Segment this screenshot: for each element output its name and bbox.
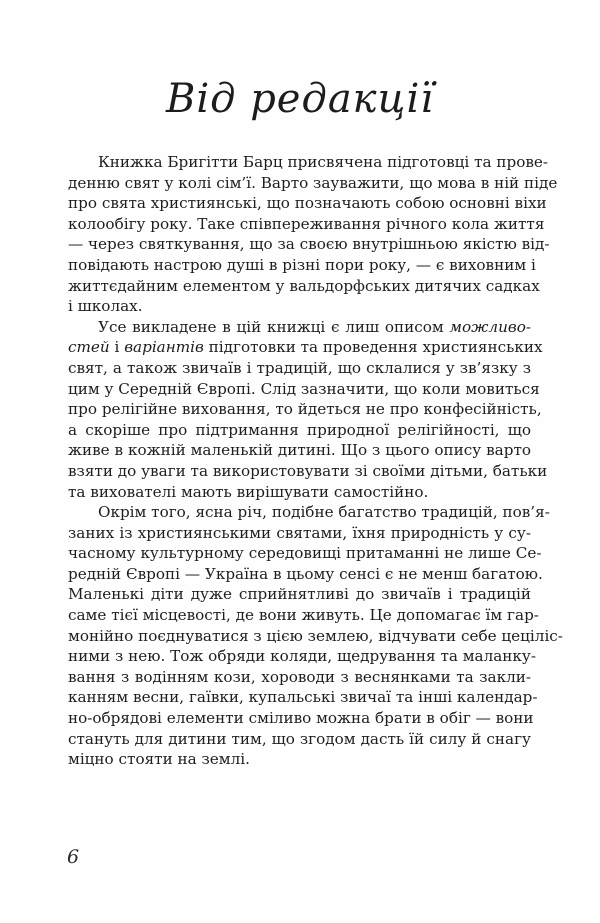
text-line: цим у Середній Європі. Слід зазначити, що коли мовиться bbox=[68, 379, 540, 398]
paragraph-3 bbox=[68, 502, 563, 770]
text-line: заних із християнськими святами, їхня природність у су- bbox=[68, 523, 531, 542]
text-line: денню свят у колі сім’ї. Варто зауважити, що мова в ній піде bbox=[68, 173, 558, 192]
text-line: стануть для дитини тим, що згодом дасть їй силу й снагу bbox=[68, 729, 531, 748]
text-line: а скоріше про підтримання природної релігійності, що bbox=[68, 420, 531, 439]
text-line: колообігу року. Таке співпереживання річного кола життя bbox=[68, 214, 545, 233]
text-line: про свята християнські, що позначають собою основні віхи bbox=[68, 194, 547, 213]
text-line: та вихователі мають вирішувати самостійно. bbox=[68, 482, 429, 501]
text-line: про релігійне виховання, то йдеться не про конфесійність, bbox=[68, 400, 542, 419]
text-line: вання з водінням кози, хороводи з веснянками та закли- bbox=[68, 667, 531, 686]
italic-text: стей bbox=[68, 338, 110, 357]
text-run: Усе викладене в цій книжці є лиш описом bbox=[98, 317, 450, 336]
text-line: — через святкування, що за своєю внутрішньою якістю від- bbox=[68, 235, 550, 254]
text-line: і школах. bbox=[68, 297, 143, 316]
text-line: Маленькі діти дуже сприйнятливі до звичаїв і традицій bbox=[68, 585, 531, 604]
text-line: часному культурному середовищі притаманні не лише Се- bbox=[68, 544, 542, 563]
page-number: 6 bbox=[67, 846, 80, 868]
text-line: ними з нею. Тож обряди коляди, щедрування та маланку- bbox=[68, 647, 536, 666]
text-line bbox=[68, 317, 531, 338]
text-line: свят, а також звичаїв і традицій, що склалися у зв’язку з bbox=[68, 358, 531, 377]
text-line: Окрім того, ясна річ, подібне багатство традицій, пов’я- bbox=[98, 503, 550, 522]
text-line: но-обрядові елементи сміливо можна брати в обіг — вони bbox=[68, 709, 534, 728]
text-line: Книжка Бригітти Барц присвячена підготовці та прове- bbox=[98, 153, 549, 171]
text-line: саме тієї місцевості, де вони живуть. Це допомагає їм гар- bbox=[68, 606, 539, 625]
italic-text: можливо- bbox=[449, 317, 531, 336]
body-text bbox=[68, 152, 563, 770]
text-run: підготовки та проведення християнських bbox=[203, 338, 543, 357]
text-line bbox=[68, 337, 543, 358]
paragraph-2 bbox=[68, 317, 548, 502]
text-line: канням весни, гаївки, купальські звичаї та інші календар- bbox=[68, 688, 538, 707]
text-line: життєдайним елементом у вальдорфських дитячих садках bbox=[68, 276, 540, 295]
page-title: Від редакції bbox=[165, 76, 435, 122]
text-line: монійно поєднуватися з цією землею, відчувати себе цеціліс- bbox=[68, 626, 563, 645]
text-line: міцно стояти на землі. bbox=[68, 750, 250, 769]
paragraph-1 bbox=[68, 152, 558, 317]
text-line: взяти до уваги та використовувати зі своїми дітьми, батьки bbox=[68, 461, 548, 480]
text-line: живе в кожній маленькій дитині. Що з цього опису варто bbox=[68, 441, 531, 460]
text-run: і bbox=[109, 338, 125, 357]
text-line: редній Європі — Україна в цьому сенсі є не менш багатою. bbox=[68, 564, 543, 583]
text-line: повідають настрою душі в різні пори року, — є виховним і bbox=[68, 255, 536, 274]
italic-text: варіантів bbox=[124, 338, 204, 357]
